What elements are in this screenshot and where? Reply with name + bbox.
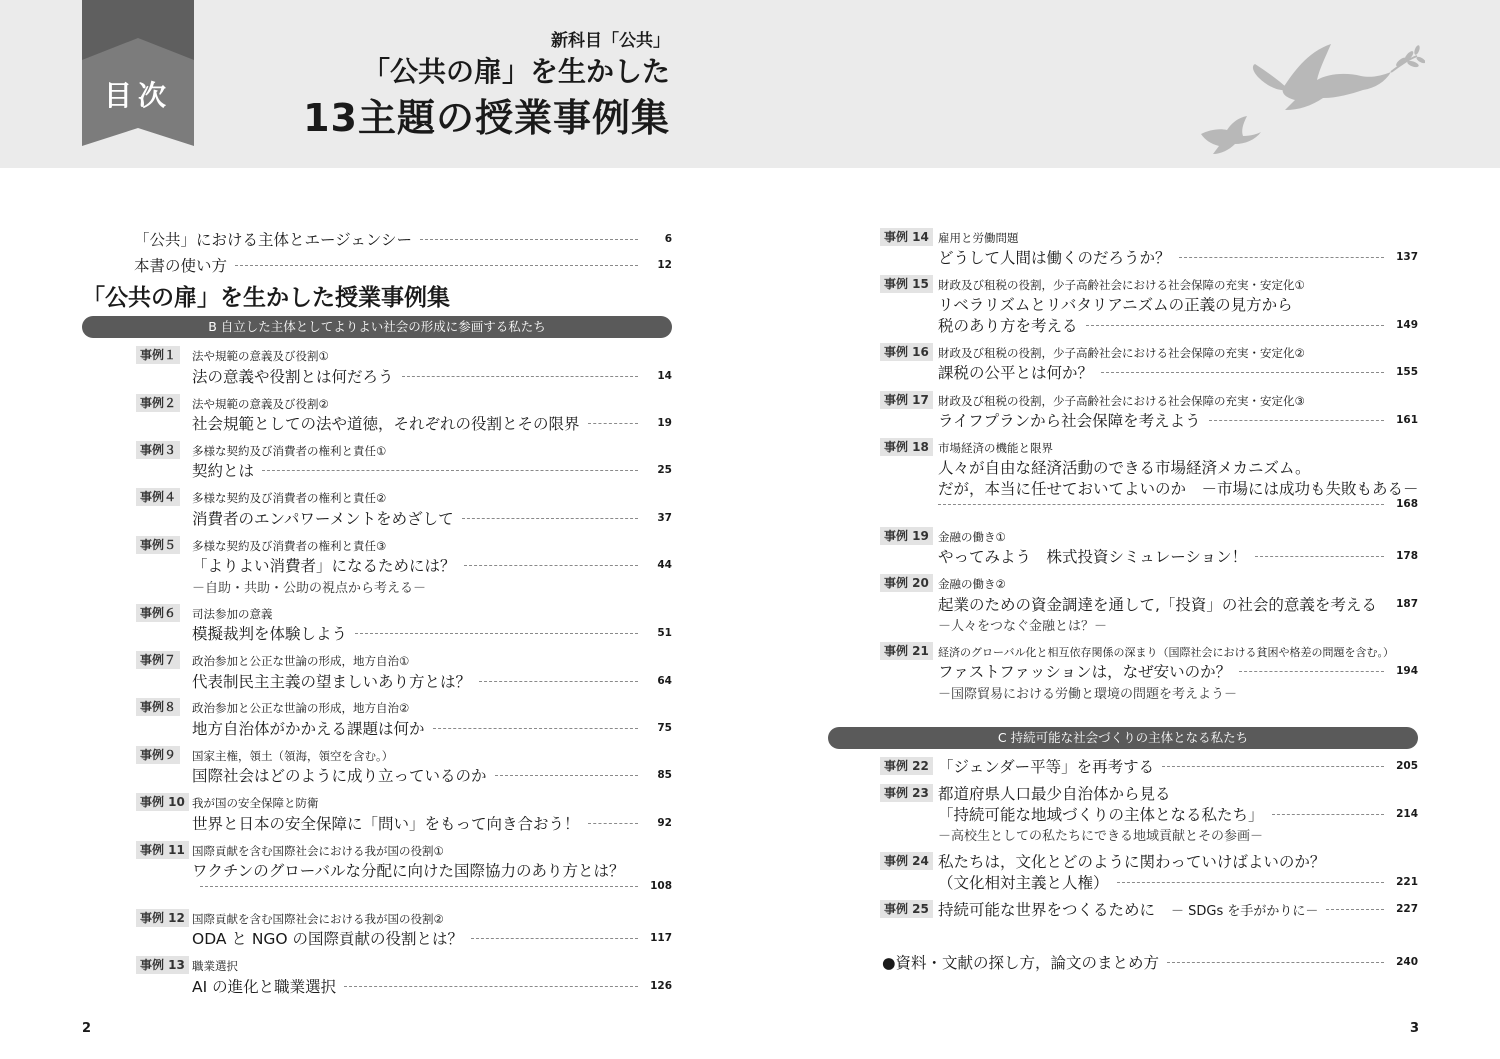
case-title-cont: 「持続可能な地域づくりの主体となる私たち」 [938,806,1264,824]
page-number: 161 [1396,414,1418,426]
case-badge: 事例 16 [880,343,933,361]
case-badge: 事例 19 [880,527,933,545]
case-topic: 国際貢献を含む国際社会における我が国の役割② [192,912,444,926]
leader-dots [433,728,638,729]
case-badge: 事例９ [136,746,180,764]
case-title-suffix: － SDGs を手がかりに－ [1171,903,1319,919]
case-title: リベラリズムとリバタリアニズムの正義の見方から [938,296,1293,314]
leader-dots [462,518,638,519]
case-title-cont: （文化相対主義と人権） [938,874,1109,892]
page-number: 64 [657,675,672,687]
page-number: 214 [1396,808,1418,820]
case-title: 模擬裁判を体験しよう [192,625,348,643]
case-topic: 金融の働き② [938,577,1006,591]
case-topic: 多様な契約及び消費者の権利と責任② [192,491,387,505]
case-topic: 国際貢献を含む国際社会における我が国の役割① [192,844,444,858]
leader-dots [1326,909,1384,910]
case-title-cont: だが，本当に任せておいてよいのか －市場には成功も失敗もある－ [938,480,1419,498]
page-number: 14 [657,370,672,382]
case-title-line [192,717,672,739]
page-number: 108 [650,880,672,892]
page-number: 19 [657,417,672,429]
page-number: 51 [657,627,672,639]
case-title-line [192,412,672,434]
book-title-line1: 「公共の扉」を生かした [361,55,670,88]
toc-entry-text: ●資料・文献の探し方，論文のまとめ方 [882,954,1160,972]
leader-dots [1272,814,1384,815]
case-badge: 事例 15 [880,275,933,293]
case-topic: 国家主権，領土（領海，領空を含む。） [192,749,394,763]
toc-entry-intro[interactable] [134,228,672,250]
case-topic: 金融の働き① [938,530,1006,544]
case-badge: 事例 11 [136,841,189,859]
case-title: 起業のための資金調達を通して,「投資」の社会的意義を考える [938,596,1377,614]
case-badge: 事例６ [136,604,180,622]
case-title-line [938,246,1418,268]
case-title: 私たちは，文化とどのように関わっていけばよいのか？ [938,853,1326,871]
case-note: －人々をつなぐ金融とは？－ [938,619,1108,634]
leader-dots [1179,257,1384,258]
case-title-line [938,545,1418,567]
case-title-line [192,459,672,481]
case-badge: 事例 20 [880,574,933,592]
page-number: 178 [1396,550,1418,562]
leader-dots [355,633,638,634]
leader-dots [1086,325,1384,326]
section-band-c: C 持続可能な社会づくりの主体となる私たち [828,727,1418,749]
leader-dots [1162,766,1384,767]
section-title: 「公共の扉」を生かした授業事例集 [82,285,450,311]
page-number: 194 [1396,665,1418,677]
case-title: AI の進化と職業選択 [192,978,337,996]
case-title-line [192,975,672,997]
leader-dots [200,886,638,887]
page-number: 126 [650,980,672,992]
page-number: 155 [1396,366,1418,378]
case-title: どうして人間は働くのだろうか？ [938,249,1171,267]
case-title: ライフプランから社会保障を考えよう [938,412,1201,430]
case-title: 国際社会はどのように成り立っているのか [192,767,487,785]
page-number: 92 [657,817,672,829]
toc-label: 目次 [103,79,172,112]
page-number: 205 [1396,760,1418,772]
leader-dots [1117,882,1384,883]
case-badge: 事例１ [136,346,180,364]
case-badge: 事例 21 [880,642,933,660]
case-topic: 市場経済の機能と限界 [938,441,1053,455]
case-badge: 事例５ [136,536,180,554]
leader-dots [938,504,1384,505]
case-title-line [938,498,1418,510]
case-title: 課税の公平とは何か？ [938,364,1094,382]
page-number: 25 [657,464,672,476]
case-title: 消費者のエンパワーメントをめざして [192,510,454,528]
case-topic: 法や規範の意義及び役割② [192,397,329,411]
leader-dots [1167,962,1384,963]
case-title-line [938,409,1418,431]
case-badge: 事例 18 [880,438,933,456]
page-number: 240 [1396,956,1418,968]
case-title-line [938,803,1418,825]
leader-dots [402,376,638,377]
case-note: －自助・共助・公助の視点から考える－ [192,581,427,596]
case-topic: 経済のグローバル化と相互依存関係の深まり（国際社会における貧困や格差の問題を含む。） [938,646,1394,659]
case-topic: 多様な契約及び消費者の権利と責任③ [192,539,387,553]
case-topic: 政治参加と公正な世論の形成，地方自治① [192,654,410,668]
case-badge: 事例 22 [880,757,933,775]
case-title-line [938,660,1418,682]
case-title-line [200,880,672,892]
toc-entry-text: 「公共」における主体とエージェンシー [134,231,412,249]
case-title: 持続可能な世界をつくるために [938,901,1156,919]
case-title-line [192,622,672,644]
case-title: 社会規範としての法や道徳，それぞれの役割とその限界 [192,415,580,433]
page-number-right: 3 [1410,1021,1420,1036]
case-badge: 事例 12 [136,909,189,927]
case-title: 世界と日本の安全保障に「問い」をもって向き合おう！ [192,815,580,833]
leader-dots [1101,372,1384,373]
page-number: 117 [650,932,672,944]
case-title: 「ジェンダー平等」を再考する [938,758,1155,776]
case-title-line [192,764,672,786]
case-title: 「よりよい消費者」になるためには？ [192,557,456,575]
page-number: 168 [1396,498,1418,510]
toc-entry-text: 本書の使い方 [134,257,228,275]
case-title: ファストファッションは，なぜ安いのか？ [938,663,1232,681]
case-note: －高校生としての私たちにできる地域貢献とその参画－ [938,829,1264,844]
leader-dots [464,565,638,566]
leader-dots [495,775,638,776]
case-title-line [192,670,672,692]
case-title-line [192,927,672,949]
case-topic: 財政及び租税の役割，少子高齢社会における社会保障の充実・安定化② [938,346,1305,360]
leader-dots [471,938,638,939]
book-subtitle: 新科目「公共」 [551,31,670,51]
case-badge: 事例３ [136,441,180,459]
case-title: 都道府県人口最少自治体から見る [938,785,1171,803]
leader-dots [588,823,638,824]
case-badge: 事例 24 [880,852,933,870]
page-number: 12 [657,259,672,271]
case-badge: 事例 10 [136,793,189,811]
leader-dots [235,265,638,266]
case-title: やってみよう 株式投資シミュレーション！ [938,548,1248,566]
case-badge: 事例８ [136,698,180,716]
case-title-line [938,871,1418,893]
page-number: 187 [1396,598,1418,610]
case-title: 地方自治体がかかえる課題は何か [192,720,425,738]
case-badge: 事例 17 [880,391,933,409]
case-topic: 職業選択 [192,959,238,973]
leader-dots [1209,420,1384,421]
case-title-line [938,314,1418,336]
section-band-b: B 自立した主体としてよりよい社会の形成に参画する私たち [82,316,672,338]
case-badge: 事例４ [136,488,180,506]
case-title-line [192,507,672,529]
case-title-line [938,593,1418,615]
case-badge: 事例 14 [880,228,933,246]
toc-ribbon [82,0,194,146]
page-number: 6 [664,233,672,245]
case-title: 契約とは [192,462,255,480]
leader-dots [588,423,638,424]
case-topic: 司法参加の意義 [192,607,273,621]
case-topic: 財政及び租税の役割，少子高齢社会における社会保障の充実・安定化① [938,278,1305,292]
case-badge: 事例 23 [880,784,933,802]
case-topic: 財政及び租税の役割，少子高齢社会における社会保障の充実・安定化③ [938,394,1305,408]
case-title-line [192,812,672,834]
toc-entry-appendix[interactable] [882,951,1418,973]
case-topic: 我が国の安全保障と防衛 [192,796,319,810]
toc-entry-howto[interactable] [134,254,672,276]
page-number: 227 [1396,903,1418,915]
doves-illustration [1195,38,1425,160]
case-note: －国際貿易における労働と環境の問題を考えよう－ [938,687,1238,702]
case-title: ODA と NGO の国際貢献の役割とは？ [192,930,464,948]
page-number-left: 2 [82,1021,92,1036]
case-badge: 事例 25 [880,900,933,918]
case-title: 人々が自由な経済活動のできる市場経済メカニズム。 [938,459,1311,477]
case-topic: 法や規範の意義及び役割① [192,349,329,363]
page-number: 85 [657,769,672,781]
leader-dots [1255,556,1384,557]
case-title-line [192,554,672,576]
case-badge: 事例 13 [136,956,189,974]
case-title-line [938,755,1418,777]
title-block [250,30,670,142]
leader-dots [262,470,638,471]
case-topic: 政治参加と公正な世論の形成，地方自治② [192,701,410,715]
page-number: 137 [1396,251,1418,263]
leader-dots [479,681,638,682]
case-badge: 事例２ [136,394,180,412]
page-number: 37 [657,512,672,524]
case-topic: 多様な契約及び消費者の権利と責任① [192,444,387,458]
case-badge: 事例７ [136,651,180,669]
case-title-line [938,898,1418,920]
case-title: 代表制民主主義の望ましいあり方とは？ [192,673,472,691]
case-title-line [938,361,1418,383]
leader-dots [344,986,638,987]
case-topic: 雇用と労働問題 [938,231,1019,245]
case-title: ワクチンのグローバルな分配に向けた国際協力のあり方とは？ [192,862,625,880]
page-number: 75 [657,722,672,734]
book-title-line2: 13主題の授業事例集 [303,96,670,140]
page-number: 221 [1396,876,1418,888]
case-title: 法の意義や役割とは何だろう [192,368,394,386]
page-number: 44 [657,559,672,571]
leader-dots [1239,671,1384,672]
case-title-line [192,365,672,387]
leader-dots [420,239,638,240]
case-title-cont: 税のあり方を考える [938,317,1078,335]
page-number: 149 [1396,319,1418,331]
